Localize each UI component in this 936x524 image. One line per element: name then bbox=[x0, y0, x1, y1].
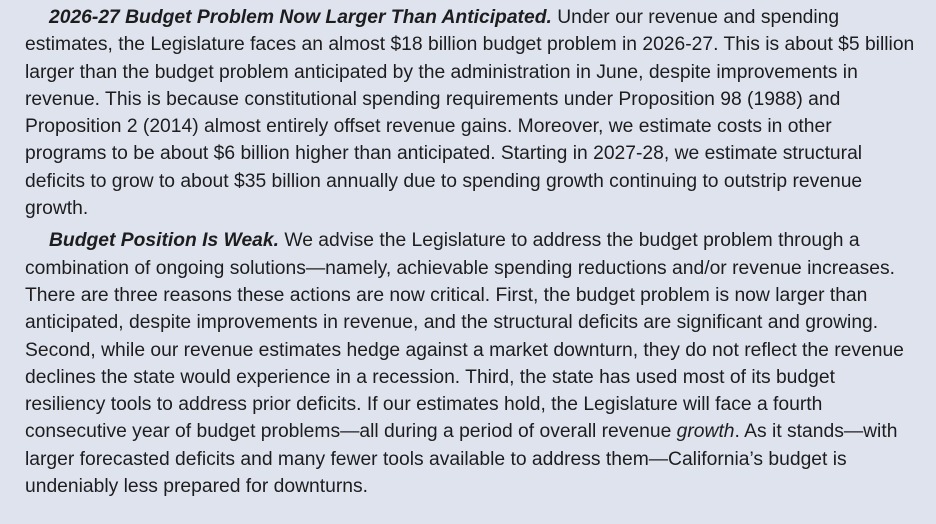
paragraph-budget-problem bbox=[25, 4, 915, 222]
paragraph-budget-position bbox=[25, 227, 915, 500]
paragraph-lead-heading: Budget Position Is Weak. bbox=[49, 230, 279, 252]
emphasized-word: growth bbox=[676, 421, 735, 443]
paragraph-lead-heading: 2026-27 Budget Problem Now Larger Than Anticipated. bbox=[49, 7, 552, 28]
paragraph-text-end: . As it stands—with larger forecasted deficits and many fewer tools available to address them—California’s budget is undeniably less prepared for downturns. bbox=[25, 421, 898, 498]
document-body bbox=[25, 4, 915, 505]
paragraph-text: Under our revenue and spending estimates, the Legislature faces an almost $18 billion budget problem in 2026-27. This is about $5 billion larger than the budget problem anticipated by the administration in June, despite improvements in revenue. This is because constitutional spending requirements under Proposition 98 (1988) and Proposition 2 (2014) almost entirely offset revenue gains. Moreover, we estimate costs in other programs to be about $6 billion higher than anticipated. Starting in 2027-28, we estimate structural deficits to grow to about $35 billion annually due to spending growth continuing to outstrip revenue growth. bbox=[25, 7, 915, 220]
paragraph-text: We advise the Legislature to address the budget problem through a combination of ongoing solutions—namely, achievable spending reductions and/or revenue increases. There are three reasons these actions are now critical. First, the budget problem is now larger than anticipated, despite improvements in revenue, and the structural deficits are significant and growing. Second, while our revenue estimates hedge against a market downturn, they do not reflect the revenue declines the state would experience in a recession. Third, the state has used most of its budget resiliency tools to address prior deficits. If our estimates hold, the Legislature will face a fourth consecutive year of budget problems—all during a period of overall revenue bbox=[25, 230, 904, 443]
